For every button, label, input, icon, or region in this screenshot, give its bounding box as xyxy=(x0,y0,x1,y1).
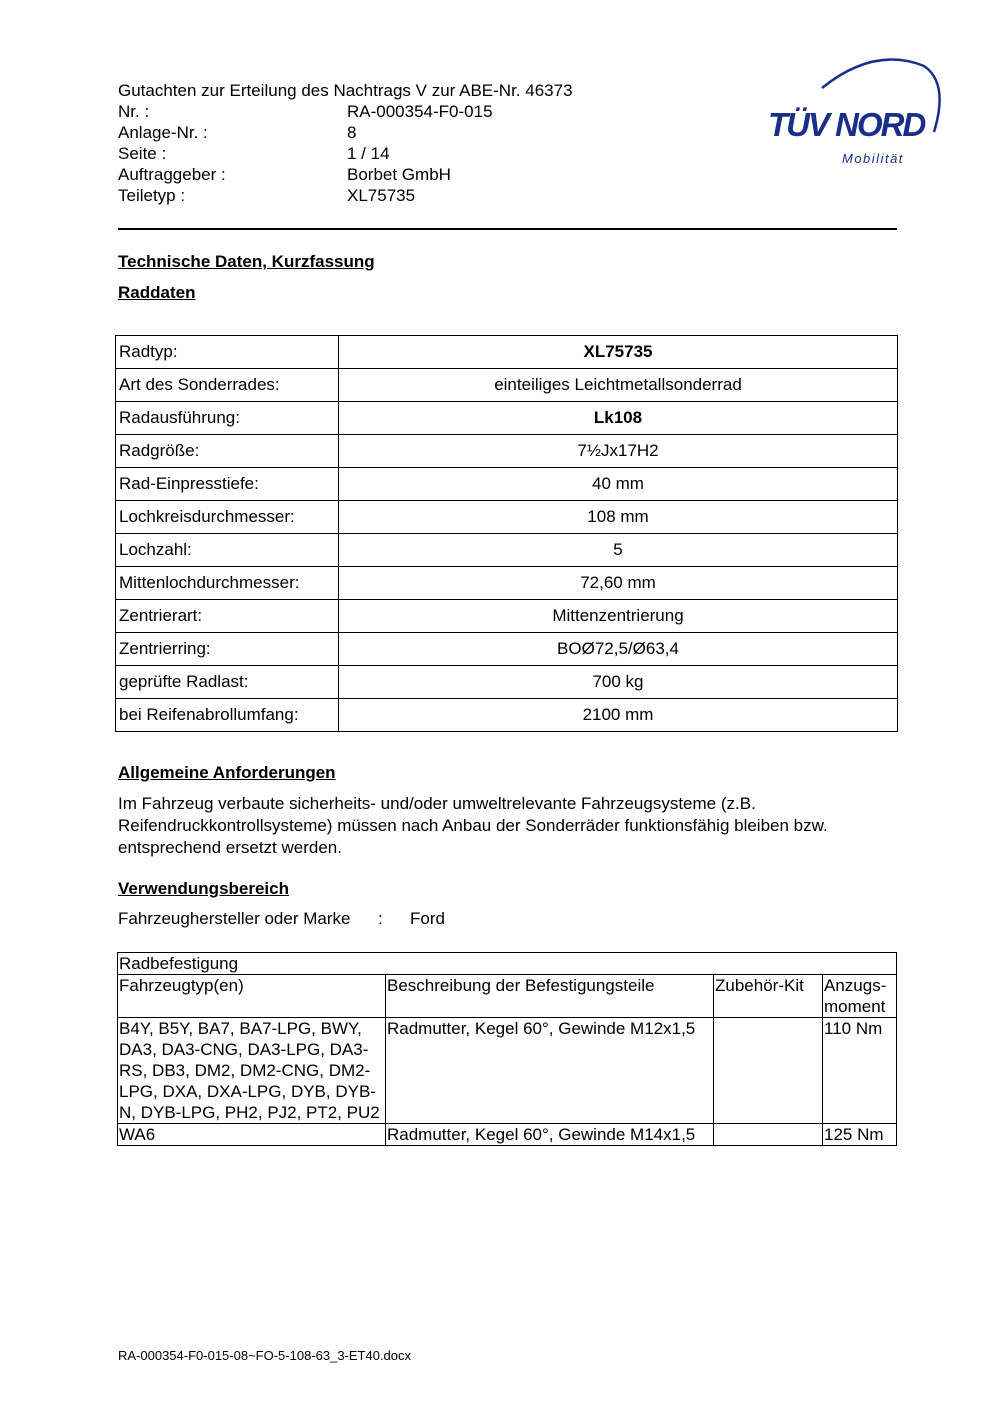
meta-row-auftraggeber xyxy=(118,164,638,185)
meta-value: Borbet GmbH xyxy=(347,165,451,184)
table-row xyxy=(116,666,898,699)
meta-value: 8 xyxy=(347,123,357,142)
manufacturer-value: Ford xyxy=(410,909,445,928)
row-value: XL75735 xyxy=(339,336,898,369)
row-label: Lochzahl: xyxy=(116,534,339,567)
manufacturer-separator: : xyxy=(378,909,383,928)
row-value: 5 xyxy=(339,534,898,567)
row-value: Lk108 xyxy=(339,402,898,435)
table-title: Radbefestigung xyxy=(118,953,897,975)
manufacturer-row xyxy=(118,909,445,929)
table-row xyxy=(118,1018,897,1124)
row-value: 108 mm xyxy=(339,501,898,534)
table-row xyxy=(116,534,898,567)
table-row xyxy=(116,435,898,468)
torque-value: 125 Nm xyxy=(823,1124,897,1146)
document-header xyxy=(118,80,638,206)
column-header: Beschreibung der Befestigungsteile xyxy=(386,975,714,1018)
meta-value: RA-000354-F0-015 xyxy=(347,102,493,121)
logo-brand: TÜV NORD xyxy=(768,106,925,143)
table-row xyxy=(116,633,898,666)
row-label: Mittenlochdurchmesser: xyxy=(116,567,339,600)
row-label: bei Reifenabrollumfang: xyxy=(116,699,339,732)
section-heading-technische: Technische Daten, Kurzfassung xyxy=(118,252,375,271)
meta-row-nr xyxy=(118,101,638,122)
column-header: Zubehör-Kit xyxy=(714,975,823,1018)
row-label: Art des Sonderrades: xyxy=(116,369,339,402)
logo-subtitle: Mobilität xyxy=(842,151,904,166)
meta-value: XL75735 xyxy=(347,186,416,205)
footer-filename: RA-000354-F0-015-08~FO-5-108-63_3-ET40.docx xyxy=(118,1348,412,1363)
meta-label: Seite : xyxy=(118,144,167,163)
row-value: BOØ72,5/Ø63,4 xyxy=(339,633,898,666)
column-header: Anzugs-moment xyxy=(823,975,897,1018)
meta-label: Teiletyp : xyxy=(118,186,186,205)
table-row xyxy=(116,468,898,501)
row-value: 72,60 mm xyxy=(339,567,898,600)
accessory-kit xyxy=(714,1018,823,1124)
row-value: 40 mm xyxy=(339,468,898,501)
row-value: 700 kg xyxy=(339,666,898,699)
meta-value: 1 / 14 xyxy=(347,144,390,163)
row-value: einteiliges Leichtmetallsonderrad xyxy=(339,369,898,402)
row-label: Radtyp: xyxy=(116,336,339,369)
meta-row-teiletyp xyxy=(118,185,638,206)
table-row xyxy=(116,567,898,600)
befestigung-table xyxy=(117,952,897,1146)
meta-label: Auftraggeber : xyxy=(118,165,226,184)
torque-value: 110 Nm xyxy=(823,1018,897,1124)
table-header-row xyxy=(118,975,897,1018)
header-divider xyxy=(118,228,897,230)
fastener-description: Radmutter, Kegel 60°, Gewinde M14x1,5 xyxy=(386,1124,714,1146)
table-row xyxy=(116,336,898,369)
table-row xyxy=(116,369,898,402)
table-row xyxy=(116,699,898,732)
raddaten-table xyxy=(115,335,898,732)
row-value: Mittenzentrierung xyxy=(339,600,898,633)
table-row xyxy=(118,1124,897,1146)
vehicle-types: B4Y, B5Y, BA7, BA7-LPG, BWY, DA3, DA3-CNG, DA3-LPG, DA3-RS, DB3, DM2, DM2-CNG, DM2-LPG, DXA, DXA-LPG, DYB, DYB-N, DYB-LPG, PH2, PJ2, PT2, PU2 xyxy=(118,1018,386,1124)
row-value: 7½Jx17H2 xyxy=(339,435,898,468)
accessory-kit xyxy=(714,1124,823,1146)
row-label: Radgröße: xyxy=(116,435,339,468)
row-label: Zentrierring: xyxy=(116,633,339,666)
fastener-description: Radmutter, Kegel 60°, Gewinde M12x1,5 xyxy=(386,1018,714,1124)
meta-label: Nr. : xyxy=(118,102,150,121)
row-label: Rad-Einpresstiefe: xyxy=(116,468,339,501)
meta-label: Anlage-Nr. : xyxy=(118,123,208,142)
table-title-row xyxy=(118,953,897,975)
table-row xyxy=(116,501,898,534)
allgemein-paragraph: Im Fahrzeug verbaute sicherheits- und/oder umweltrelevante Fahrzeugsysteme (z.B. Reifendruckkontrollsysteme) müssen nach Anbau der Sonderräder funktionsfähig bleiben bzw. entsprechend ersetzt werden. xyxy=(118,794,828,857)
section-heading-raddaten: Raddaten xyxy=(118,283,196,302)
meta-row-anlage xyxy=(118,122,638,143)
manufacturer-label: Fahrzeughersteller oder Marke xyxy=(118,909,351,928)
row-label: Zentrierart: xyxy=(116,600,339,633)
document-title: Gutachten zur Erteilung des Nachtrags V zur ABE-Nr. 46373 xyxy=(118,81,573,100)
column-header: Fahrzeugtyp(en) xyxy=(118,975,386,1018)
tuev-nord-logo xyxy=(764,58,944,173)
row-label: Lochkreisdurchmesser: xyxy=(116,501,339,534)
table-row xyxy=(116,402,898,435)
meta-row-seite xyxy=(118,143,638,164)
row-label: geprüfte Radlast: xyxy=(116,666,339,699)
table-row xyxy=(116,600,898,633)
section-heading-allgemein: Allgemeine Anforderungen xyxy=(118,763,336,782)
section-heading-verwendung: Verwendungsbereich xyxy=(118,879,289,898)
row-value: 2100 mm xyxy=(339,699,898,732)
row-label: Radausführung: xyxy=(116,402,339,435)
vehicle-types: WA6 xyxy=(118,1124,386,1146)
